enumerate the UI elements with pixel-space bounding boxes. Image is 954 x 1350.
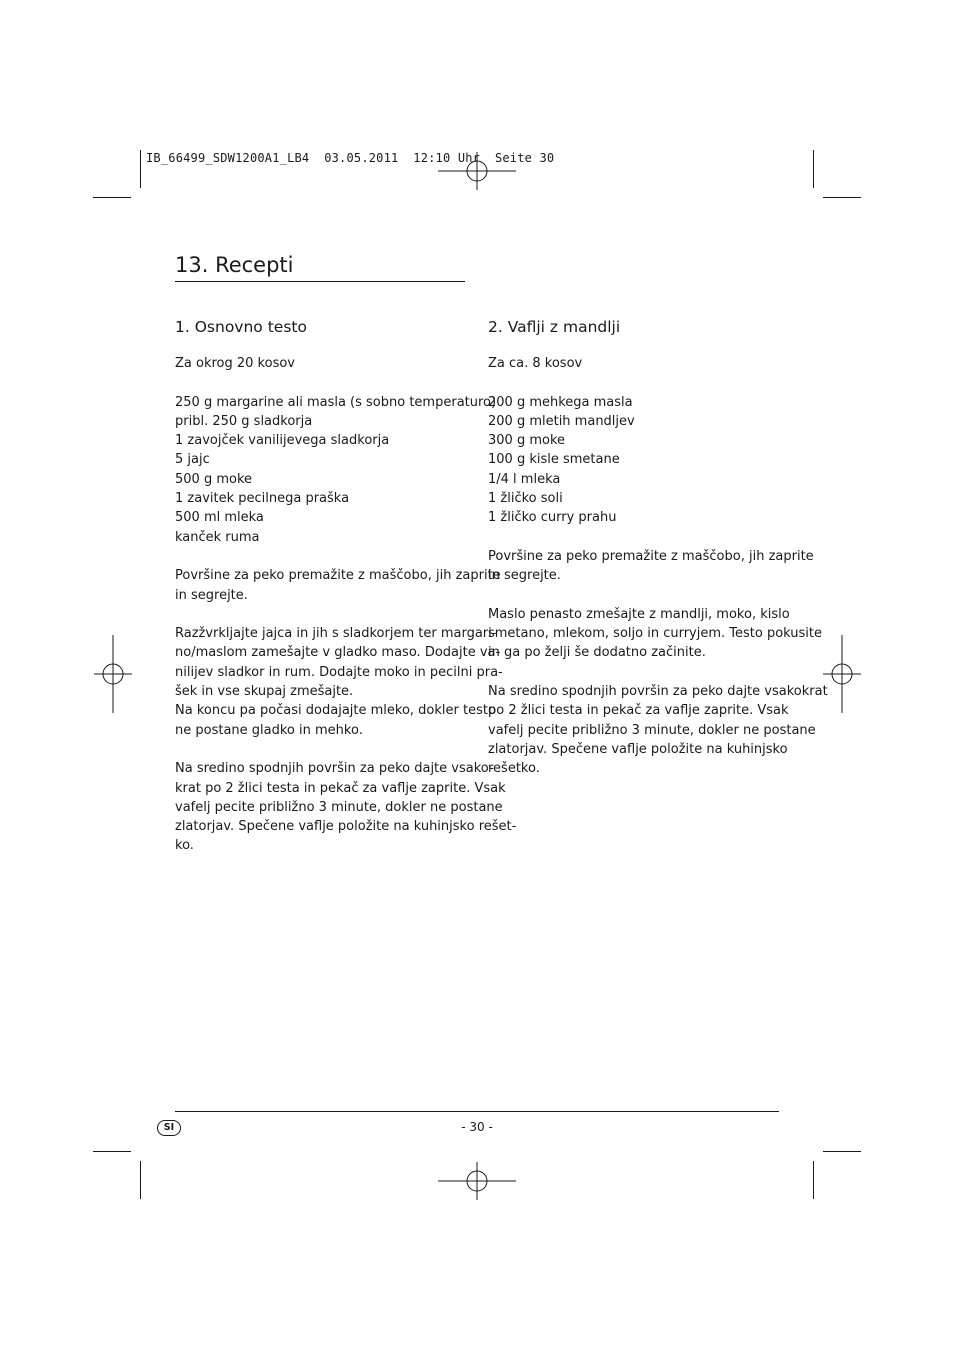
recipe-body	[488, 354, 828, 779]
text-line: krat po 2 žlici testa in pekač za vaflje zaprite. Vsak	[175, 780, 506, 796]
text-line: zlatorjav. Spečene vaflje položite na kuhinjsko rešet-	[175, 819, 517, 835]
footer-rule	[175, 1111, 779, 1112]
text-line: po 2 žlici testa in pekač za vaflje zaprite. Vsak	[488, 703, 789, 719]
crop-mark-top-right-vertical	[813, 150, 814, 188]
recipe-paragraph	[175, 354, 471, 373]
text-line: Na koncu pa počasi dodajajte mleko, dokler testo	[175, 703, 496, 719]
recipe-paragraph	[488, 393, 784, 528]
crop-mark-bottom-right-horizontal	[823, 1151, 861, 1152]
text-line: 300 g moke	[488, 433, 566, 449]
text-line: no/maslom zamešajte v gladko maso. Dodajte va-	[175, 645, 501, 661]
text-line: in segrejte.	[488, 568, 561, 584]
text-line: 500 ml mleka	[175, 510, 264, 526]
title-underline	[175, 281, 465, 282]
crop-mark-top-left-vertical	[140, 150, 141, 188]
crop-mark-bottom-left-horizontal	[93, 1151, 131, 1152]
crop-mark-top-left-horizontal	[93, 197, 131, 198]
text-line: 1 zavitek pecilnega praška	[175, 491, 350, 507]
recipe-paragraph	[175, 393, 497, 547]
recipe-paragraph	[488, 605, 823, 663]
registration-mark-bottom-icon	[438, 1142, 516, 1220]
text-line: 500 g moke	[175, 471, 253, 487]
recipe-paragraph	[488, 354, 784, 373]
crop-mark-top-right-horizontal	[823, 197, 861, 198]
text-line: pribl. 250 g sladkorja	[175, 413, 313, 429]
text-line: šek in vse skupaj zmešajte.	[175, 684, 354, 700]
text-line: Za okrog 20 kosov	[175, 356, 295, 371]
text-line: 1/4 l mleka	[488, 471, 561, 487]
text-line: 1 zavojček vanilijevega sladkorja	[175, 433, 390, 449]
text-line: 250 g margarine ali masla (s sobno temperaturo)	[175, 394, 497, 410]
text-line: zlatorjav. Spečene vaflje položite na kuhinjsko	[488, 741, 788, 757]
page-title: 13. Recepti	[175, 253, 294, 277]
crop-mark-bottom-right-vertical	[813, 1161, 814, 1199]
text-line: Na sredino spodnjih površin za peko dajte vsako-	[175, 761, 494, 777]
crop-mark-bottom-left-vertical	[140, 1161, 141, 1199]
text-line: kanček ruma	[175, 529, 260, 545]
text-line: rešetko.	[488, 761, 540, 777]
text-line: Za ca. 8 kosov	[488, 356, 583, 371]
registration-mark-right-icon	[803, 635, 881, 713]
text-line: 1 žličko curry prahu	[488, 510, 617, 526]
recipe-heading: 2. Vaflji z mandlji	[488, 318, 621, 336]
text-line: 200 g mehkega masla	[488, 394, 633, 410]
recipe-basic-dough	[175, 316, 517, 875]
print-slug: IB_66499_SDW1200A1_LB4 03.05.2011 12:10 Uhr Seite 30	[146, 151, 555, 165]
text-line: vafelj pecite približno 3 minute, dokler ne postane	[175, 799, 503, 815]
text-line: smetano, mlekom, soljo in curryjem. Testo pokusite	[488, 626, 823, 642]
text-line: nilijev sladkor in rum. Dodajte moko in pecilni pra-	[175, 664, 503, 680]
recipe-paragraph	[175, 759, 517, 855]
registration-mark-top-icon	[438, 132, 516, 210]
text-line: Površine za peko premažite z maščobo, jih zaprite	[488, 548, 814, 564]
text-line: Maslo penasto zmešajte z mandlji, moko, kislo	[488, 606, 790, 622]
language-badge: SI	[157, 1120, 181, 1136]
text-line: Na sredino spodnjih površin za peko dajte vsakokrat	[488, 684, 828, 700]
registration-mark-left-icon	[74, 635, 152, 713]
text-line: 5 jajc	[175, 452, 210, 468]
text-line: in segrejte.	[175, 587, 248, 603]
text-line: vafelj pecite približno 3 minute, dokler ne postane	[488, 722, 816, 738]
text-line: ko.	[175, 838, 194, 854]
recipe-heading: 1. Osnovno testo	[175, 318, 307, 336]
text-line: 100 g kisle smetane	[488, 452, 620, 468]
text-line: 1 žličko soli	[488, 491, 563, 507]
recipe-body	[175, 354, 517, 856]
page-number: - 30 -	[461, 1120, 493, 1134]
recipe-paragraph	[488, 547, 814, 586]
recipe-paragraph	[488, 682, 828, 778]
recipe-paragraph	[175, 624, 503, 740]
text-line: 200 g mletih mandljev	[488, 413, 635, 429]
text-line: in ga po želji še dodatno začinite.	[488, 645, 706, 661]
text-line: ne postane gladko in mehko.	[175, 722, 363, 738]
text-line: Razžvrkljajte jajca in jih s sladkorjem ter margari-	[175, 626, 497, 642]
text-line: Površine za peko premažite z maščobo, jih zaprite	[175, 568, 501, 584]
recipe-almond-waffles	[488, 316, 828, 798]
recipe-paragraph	[175, 566, 501, 605]
